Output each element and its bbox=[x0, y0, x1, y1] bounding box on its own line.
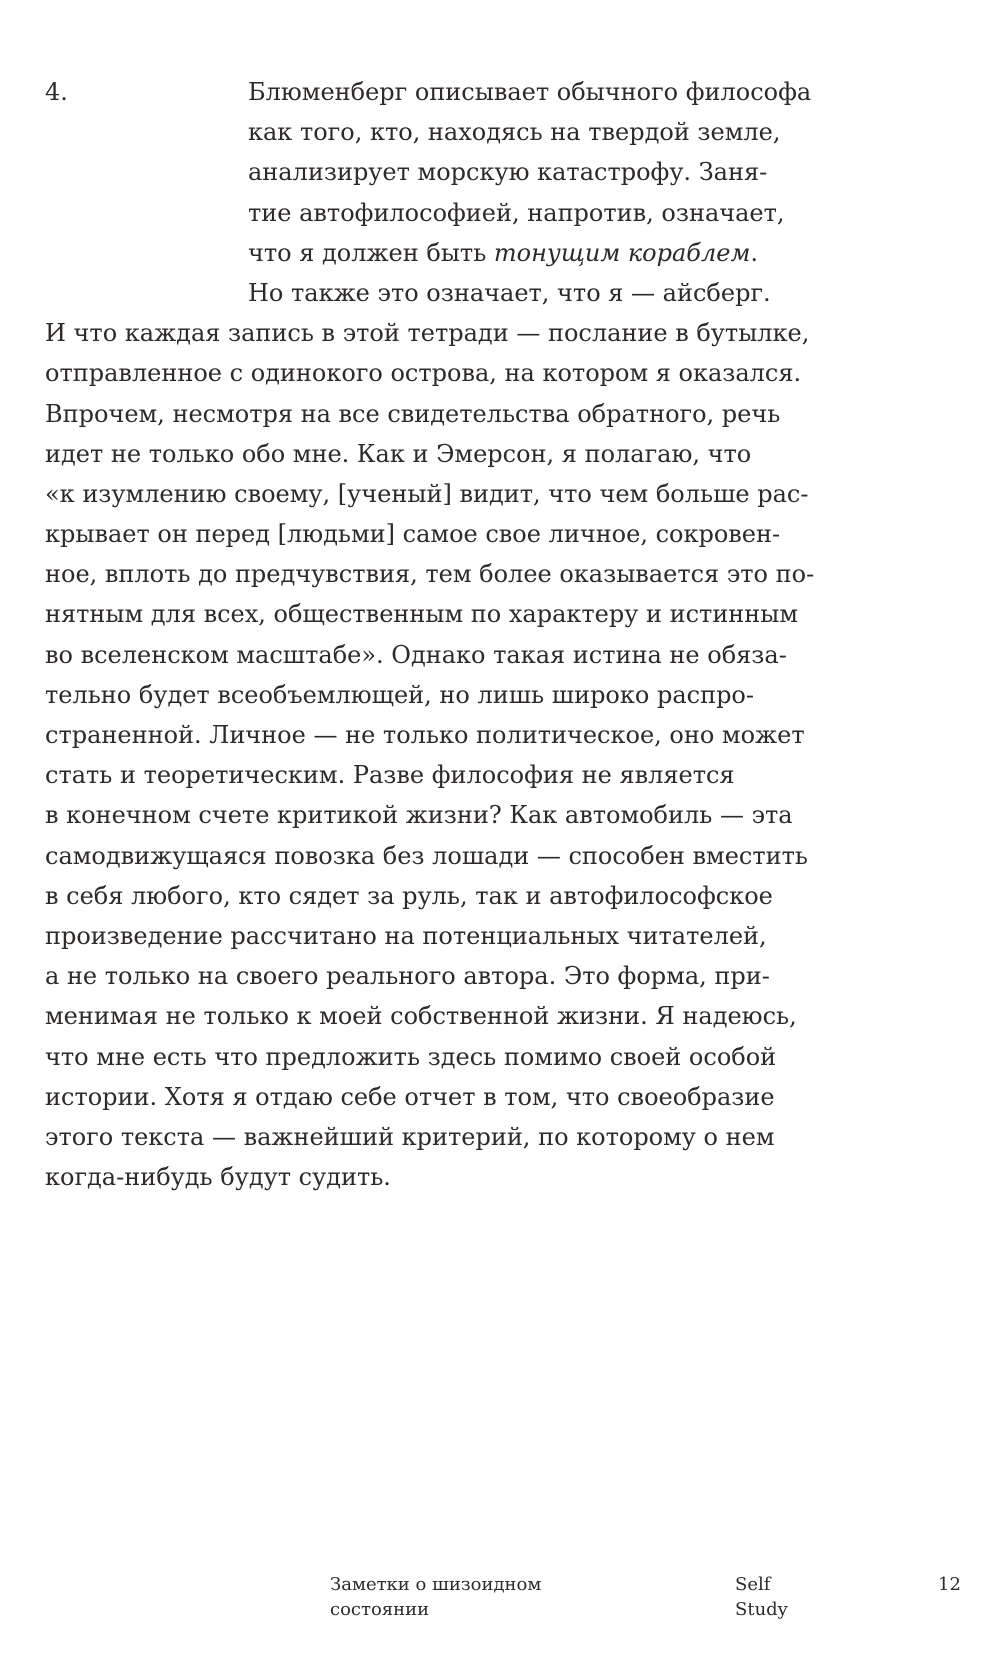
emphasis-text: тонущим кораблем bbox=[493, 238, 751, 267]
text-line: Блюменберг описывает обычного философа bbox=[248, 78, 812, 106]
text-line: анализирует морскую катастрофу. Заня- bbox=[248, 158, 768, 187]
text-line: самодвижущаяся повозка без лошади — способен вместить bbox=[45, 841, 808, 870]
text-line: «к изумлению своему, [ученый] видит, что чем больше рас- bbox=[45, 479, 809, 508]
page-number: 12 bbox=[938, 1574, 961, 1595]
text-line: когда-нибудь будут судить. bbox=[45, 1163, 391, 1192]
text-line: тие автофилософией, напротив, означает, bbox=[248, 198, 785, 227]
text-line: Но также это означает, что я — айсберг. bbox=[248, 278, 771, 307]
running-footer-title bbox=[330, 1572, 630, 1622]
body-paragraph bbox=[45, 72, 875, 1197]
text-line: ное, вплоть до предчувствия, тем более оказывается это по- bbox=[45, 560, 815, 589]
text-line: идет не только обо мне. Как и Эмерсон, я полагаю, что bbox=[45, 439, 752, 468]
footer-title-line: Заметки о шизоидном bbox=[330, 1574, 542, 1595]
text-line: крывает он перед [людьми] самое свое личное, сокровен- bbox=[45, 520, 781, 549]
text-line bbox=[45, 233, 875, 273]
text-line: тельно будет всеобъемлющей, но лишь широко распро- bbox=[45, 680, 754, 709]
footer-series-line: Self bbox=[735, 1574, 771, 1595]
text-line: в конечном счете критикой жизни? Как автомобиль — эта bbox=[45, 801, 793, 830]
text-line: что мне есть что предложить здесь помимо своей особой bbox=[45, 1042, 777, 1071]
text-line: как того, кто, находясь на твердой земле, bbox=[248, 118, 781, 147]
text-line: а не только на своего реального автора. Это форма, при- bbox=[45, 962, 770, 991]
text-line: в себя любого, кто сядет за руль, так и автофилософское bbox=[45, 881, 773, 910]
text-line: нятным для всех, общественным по характеру и истинным bbox=[45, 600, 799, 629]
section-number: 4. bbox=[45, 78, 68, 106]
text-line: произведение рассчитано на потенциальных читателей, bbox=[45, 921, 767, 950]
footer-title-line: состоянии bbox=[330, 1599, 430, 1620]
text-line: И что каждая запись в этой тетради — послание в бутылке, bbox=[45, 319, 810, 348]
running-footer-series bbox=[735, 1572, 855, 1622]
text-fragment: . bbox=[750, 238, 758, 267]
text-fragment: что я должен быть bbox=[248, 238, 494, 267]
text-line: стать и теоретическим. Разве философия не является bbox=[45, 761, 735, 790]
footer-series-line: Study bbox=[735, 1599, 788, 1620]
text-line: страненной. Личное — не только политическое, оно может bbox=[45, 721, 805, 749]
text-line: истории. Хотя я отдаю себе отчет в том, что своеобразие bbox=[45, 1082, 775, 1111]
text-line: этого текста — важнейший критерий, по которому о нем bbox=[45, 1122, 775, 1151]
text-line: отправленное с одинокого острова, на котором я оказался. bbox=[45, 359, 802, 388]
text-line: менимая не только к моей собственной жизни. Я надеюсь, bbox=[45, 1002, 797, 1031]
text-line: во вселенском масштабе». Однако такая истина не обяза- bbox=[45, 640, 787, 669]
text-line: Впрочем, несмотря на все свидетельства обратного, речь bbox=[45, 399, 781, 428]
